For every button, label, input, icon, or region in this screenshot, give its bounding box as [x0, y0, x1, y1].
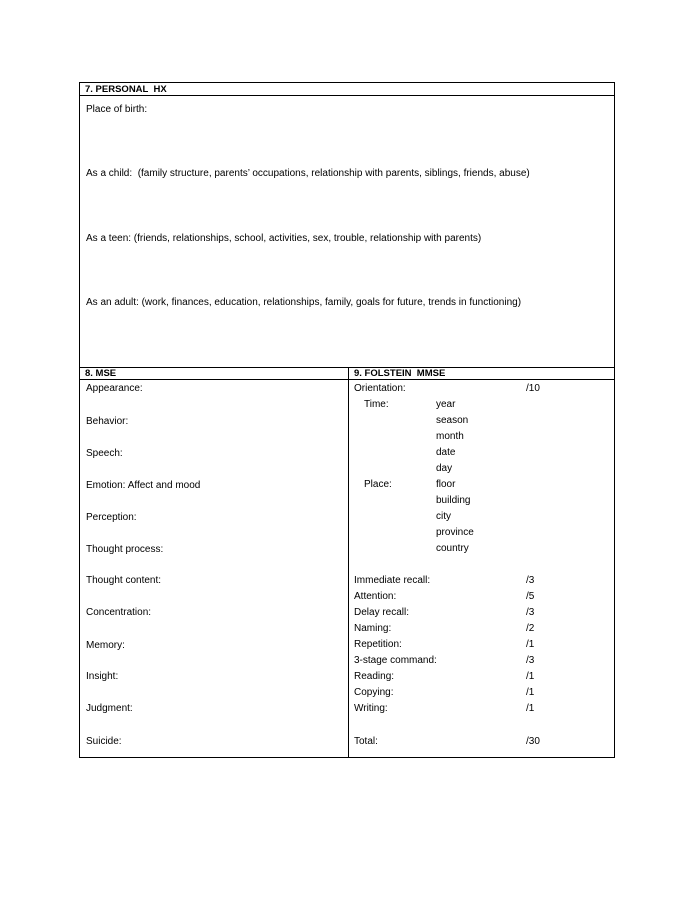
place-item-building: building [436, 495, 471, 506]
place-label: Place: [364, 479, 392, 490]
mse-item-behavior: Behavior: [86, 416, 129, 427]
divider [80, 95, 614, 96]
mmse-item-label: Attention: [354, 591, 397, 602]
mmse-item-label: Naming: [354, 623, 392, 634]
assessment-form [79, 82, 615, 758]
mmse-item-label: Writing: [354, 703, 388, 714]
divider [80, 379, 614, 380]
place-of-birth-label: Place of birth: [86, 104, 148, 115]
mmse-item-score: /3 [526, 607, 535, 618]
mmse-item-label: Delay recall: [354, 607, 410, 618]
place-item-province: province [436, 527, 474, 538]
orientation-score: /10 [526, 383, 540, 394]
mmse-item-score: /1 [526, 671, 535, 682]
mse-item-perception: Perception: [86, 512, 137, 523]
mmse-item-score: /1 [526, 639, 535, 650]
mse-item-thought-process: Thought process: [86, 544, 164, 555]
mmse-item-label: Copying: [354, 687, 394, 698]
mmse-item-score: /1 [526, 703, 535, 714]
mmse-total-label: Total: [354, 736, 378, 747]
time-item-month: month [436, 431, 464, 442]
divider [80, 367, 614, 368]
mmse-item-score: /3 [526, 655, 535, 666]
mse-item-speech: Speech: [86, 448, 123, 459]
mmse-item-score: /1 [526, 687, 535, 698]
mse-item-judgment: Judgment: [86, 703, 133, 714]
mse-item-memory: Memory: [86, 640, 125, 651]
mmse-item-label: 3-stage command: [354, 655, 437, 666]
mmse-total-score: /30 [526, 736, 540, 747]
mse-item-thought-content: Thought content: [86, 575, 162, 586]
time-item-date: date [436, 447, 456, 458]
as-teen-label: As a teen: (friends, relationships, school, activities, sex, trouble, relationship with parents) [86, 233, 482, 244]
mmse-item-label: Immediate recall: [354, 575, 431, 586]
as-adult-label: As an adult: (work, finances, education, relationships, family, goals for future, trends in functioning) [86, 297, 522, 308]
mse-item-insight: Insight: [86, 671, 119, 682]
mmse-header: 9. FOLSTEIN MMSE [354, 368, 446, 379]
personal-hx-header: 7. PERSONAL HX [85, 84, 167, 95]
mse-item-appearance: Appearance: [86, 383, 143, 394]
mse-item-concentration: Concentration: [86, 607, 152, 618]
mmse-item-score: /3 [526, 575, 535, 586]
time-item-year: year [436, 399, 456, 410]
mse-header: 8. MSE [85, 368, 117, 379]
time-item-day: day [436, 463, 453, 474]
time-label: Time: [364, 399, 389, 410]
place-item-city: city [436, 511, 451, 522]
place-item-country: country [436, 543, 469, 554]
column-divider [348, 367, 349, 757]
orientation-label: Orientation: [354, 383, 406, 394]
mmse-item-label: Repetition: [354, 639, 402, 650]
mmse-item-score: /5 [526, 591, 535, 602]
mmse-item-score: /2 [526, 623, 535, 634]
time-item-season: season [436, 415, 469, 426]
place-item-floor: floor [436, 479, 456, 490]
as-child-label: As a child: (family structure, parents’ occupations, relationship with parents, siblings, friends, abuse) [86, 168, 530, 179]
mmse-item-label: Reading: [354, 671, 395, 682]
mse-item-suicide: Suicide: [86, 736, 122, 747]
mse-item-emotion: Emotion: Affect and mood [86, 480, 201, 491]
